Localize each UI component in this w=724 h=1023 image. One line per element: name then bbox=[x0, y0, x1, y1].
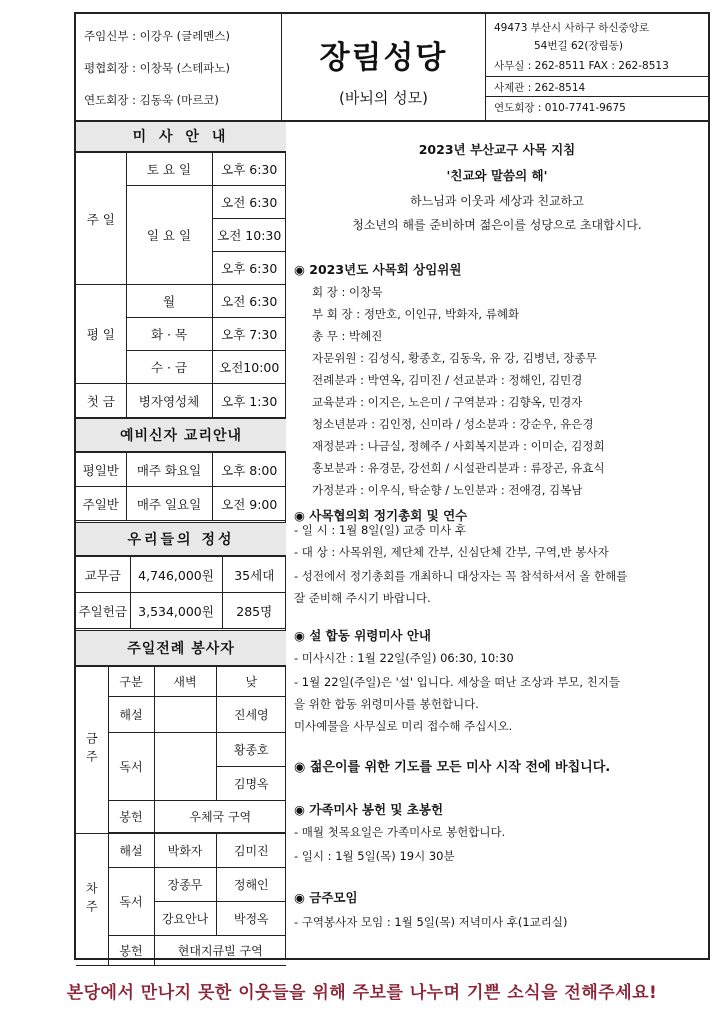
committee-line: 교육분과 : 이지은, 노은미 / 구역분과 : 김향옥, 민경자 bbox=[312, 395, 583, 409]
next-reader-day-1: 정해인 bbox=[216, 868, 286, 902]
this-reader-day-1: 황종호 bbox=[216, 733, 286, 767]
weekday-label: 평 일 bbox=[76, 285, 126, 384]
family-line: - 일시 : 1월 5일(목) 19시 30분 bbox=[294, 849, 455, 863]
left-column bbox=[76, 122, 286, 960]
clergy-info bbox=[76, 14, 282, 120]
sunday-day: 일 요 일 bbox=[126, 186, 212, 285]
offering-heading: 우리들의 정성 bbox=[76, 522, 286, 556]
catechumen-weekday-day: 매주 화요일 bbox=[126, 453, 212, 487]
catechumen-sunday-label: 주일반 bbox=[76, 487, 126, 521]
friday-heading: ◉ 금주모임 bbox=[294, 890, 358, 905]
this-commentary-day: 진세영 bbox=[216, 697, 286, 733]
col-day: 낮 bbox=[216, 667, 286, 697]
committee-line: 전례분과 : 박연옥, 김미진 / 선교분과 : 정해인, 김민경 bbox=[312, 373, 583, 387]
meeting-line: - 대 상 : 사목위원, 제단체 간부, 신심단체 간부, 구역,반 봉사자 bbox=[294, 545, 609, 559]
offering-table bbox=[76, 556, 286, 629]
weekday-day-2: 화 · 목 bbox=[126, 318, 212, 351]
footer-message: 본당에서 만나지 못한 이웃들을 위해 주보를 나누며 기쁜 소식을 전해주세요! bbox=[66, 983, 658, 1003]
guideline-line-1: 하느님과 이웃과 세상과 친교하고 bbox=[410, 194, 584, 208]
weekday-day-3: 수 · 금 bbox=[126, 351, 212, 384]
meeting-line: - 일 시 : 1월 8일(일) 교중 미사 후 bbox=[294, 523, 466, 537]
this-commentary-label: 해설 bbox=[108, 697, 154, 733]
rectory-phone: 사제관 : 262-8514 bbox=[494, 82, 586, 94]
weekday-time-1: 오전 6:30 bbox=[212, 285, 286, 318]
council-president-line: 평협회장 : 이창묵 (스테파노) bbox=[84, 61, 231, 75]
office-phone: 사무실 : 262-8511 FAX : 262-8513 bbox=[494, 60, 669, 72]
meeting-line: 잘 준비해 주시기 바랍니다. bbox=[294, 591, 431, 605]
president-phone: 연도회장 : 010-7741-9675 bbox=[494, 102, 626, 114]
committee-heading: ◉ 2023년도 사목회 상임위원 bbox=[294, 262, 462, 277]
catechumen-table bbox=[76, 452, 286, 521]
this-reader-day-2: 김명옥 bbox=[216, 767, 286, 801]
committee-line: 청소년분과 : 김인정, 신미라 / 성소분과 : 강순우, 유은경 bbox=[312, 417, 594, 431]
family-heading: ◉ 가족미사 봉헌 및 초봉헌 bbox=[294, 802, 444, 817]
meeting-line: - 성전에서 정기총회를 개최하니 대상자는 꼭 참석하셔서 올 한해를 bbox=[294, 569, 628, 583]
sunday-time-2: 오전 10:30 bbox=[212, 219, 286, 252]
offering-label-2: 주일헌금 bbox=[76, 593, 130, 629]
first-friday-day: 병자영성체 bbox=[126, 384, 212, 418]
this-offering-value: 우체국 구역 bbox=[154, 801, 286, 833]
memorial-line: 을 위한 합동 위령미사를 봉헌합니다. bbox=[294, 697, 479, 711]
committee-line: 재정분과 : 나금실, 정혜주 / 사회복지분과 : 이미순, 김정희 bbox=[312, 439, 605, 453]
col-type: 구분 bbox=[108, 667, 154, 697]
right-column bbox=[286, 122, 708, 960]
this-reader-dawn bbox=[154, 733, 216, 801]
first-friday-time: 오후 1:30 bbox=[212, 384, 286, 418]
committee-line: 홍보분과 : 유경문, 강선희 / 시설관리분과 : 류장곤, 유효식 bbox=[312, 461, 605, 475]
address-line-1: 49473 부산시 사하구 하신중앙로 bbox=[494, 22, 649, 34]
catechumen-weekday-time: 오후 8:00 bbox=[212, 453, 286, 487]
offering-count-2: 285명 bbox=[222, 593, 286, 629]
saturday-time: 오후 6:30 bbox=[212, 153, 286, 186]
bulletin-page bbox=[74, 12, 710, 960]
sunday-label: 주 일 bbox=[76, 153, 126, 285]
committee-line: 부 회 장 : 정만호, 이인규, 박화자, 류혜화 bbox=[312, 307, 520, 321]
next-offering-value: 현대지큐빌 구역 bbox=[154, 936, 286, 966]
this-reader-label: 독서 bbox=[108, 733, 154, 801]
weekday-day-1: 월 bbox=[126, 285, 212, 318]
memorial-line: 미사예물을 사무실로 미리 접수해 주십시오. bbox=[294, 719, 513, 733]
committee-line: 가정분과 : 이우식, 탁순향 / 노인분과 : 전애경, 김복남 bbox=[312, 483, 583, 497]
pastor-line: 주임신부 : 이강우 (글레멘스) bbox=[84, 29, 231, 43]
memorial-line: - 미사시간 : 1월 22일(주일) 06:30, 10:30 bbox=[294, 651, 514, 665]
this-week-label bbox=[76, 667, 108, 834]
memorial-line: - 1월 22일(주일)은 '설' 입니다. 세상을 떠난 조상과 부모, 친지들 bbox=[294, 675, 621, 689]
contact-divider bbox=[486, 76, 708, 77]
parish-title-box bbox=[282, 14, 486, 120]
parish-subtitle: (바뇌의 성모) bbox=[339, 89, 428, 107]
this-commentary-dawn bbox=[154, 697, 216, 733]
catechumen-sunday-time: 오전 9:00 bbox=[212, 487, 286, 521]
weekday-time-3: 오전10:00 bbox=[212, 351, 286, 384]
next-reader-label: 독서 bbox=[108, 868, 154, 936]
saturday-day: 토 요 일 bbox=[126, 153, 212, 186]
service-heading: 주일전례 봉사자 bbox=[76, 630, 286, 666]
next-commentary-label: 해설 bbox=[108, 834, 154, 868]
catechumen-heading: 예비신자 교리안내 bbox=[76, 418, 286, 452]
this-offering-label: 봉헌 bbox=[108, 801, 154, 833]
service-table bbox=[76, 666, 286, 966]
sunday-time-3: 오후 6:30 bbox=[212, 252, 286, 285]
committee-line: 회 장 : 이창묵 bbox=[312, 285, 383, 299]
next-commentary-dawn: 박화자 bbox=[154, 834, 216, 868]
next-reader-dawn-1: 장종무 bbox=[154, 868, 216, 902]
weekday-time-2: 오후 7:30 bbox=[212, 318, 286, 351]
mass-schedule-table bbox=[76, 152, 286, 418]
contact-divider bbox=[486, 96, 708, 97]
committee-line: 총 무 : 박혜진 bbox=[312, 329, 383, 343]
col-dawn: 새벽 bbox=[154, 667, 216, 697]
parish-title: 장림성당 bbox=[319, 40, 448, 76]
family-line: - 매월 첫목요일은 가족미사로 봉헌합니다. bbox=[294, 825, 506, 839]
sunday-time-1: 오전 6:30 bbox=[212, 186, 286, 219]
next-commentary-day: 김미진 bbox=[216, 834, 286, 868]
next-reader-dawn-2: 강요안나 bbox=[154, 902, 216, 936]
offering-label-1: 교무금 bbox=[76, 557, 130, 593]
guideline-title: 2023년 부산교구 사목 지침 bbox=[418, 142, 576, 157]
next-reader-day-2: 박정옥 bbox=[216, 902, 286, 936]
memorial-heading: ◉ 설 합동 위령미사 안내 bbox=[294, 628, 431, 643]
contact-info bbox=[486, 14, 708, 120]
catechumen-sunday-day: 매주 일요일 bbox=[126, 487, 212, 521]
youth-prayer-heading: ◉ 젊은이를 위한 기도를 모든 미사 시작 전에 바칩니다. bbox=[294, 760, 611, 775]
address-line-2: 54번길 62(장림동) bbox=[534, 40, 623, 52]
offering-amount-2: 3,534,000원 bbox=[130, 593, 222, 629]
next-offering-label: 봉헌 bbox=[108, 936, 154, 966]
this-week-text: 금주 bbox=[84, 732, 99, 768]
catechumen-weekday-label: 평일반 bbox=[76, 453, 126, 487]
bulletin-header bbox=[76, 14, 708, 122]
guideline-theme: '친교와 말씀의 해' bbox=[446, 168, 548, 183]
guideline-line-2: 청소년의 해를 준비하며 젊은이를 성당으로 초대합시다. bbox=[352, 218, 642, 232]
offering-amount-1: 4,746,000원 bbox=[130, 557, 222, 593]
friday-line: - 구역봉사자 모임 : 1월 5일(목) 저녁미사 후(1교리실) bbox=[294, 915, 568, 929]
yeondo-president-line: 연도회장 : 김동욱 (마르코) bbox=[84, 93, 219, 107]
next-week-label bbox=[76, 834, 108, 966]
mass-heading: 미 사 안 내 bbox=[76, 122, 286, 152]
next-week-text: 차주 bbox=[84, 881, 99, 918]
first-friday-label: 첫 금 bbox=[76, 384, 126, 418]
offering-count-1: 35세대 bbox=[222, 557, 286, 593]
committee-line: 자문위원 : 김성식, 황종호, 김동욱, 유 강, 김병년, 장종무 bbox=[312, 351, 597, 365]
meeting-heading: ◉ 사목협의회 정기총회 및 연수 bbox=[294, 508, 468, 523]
